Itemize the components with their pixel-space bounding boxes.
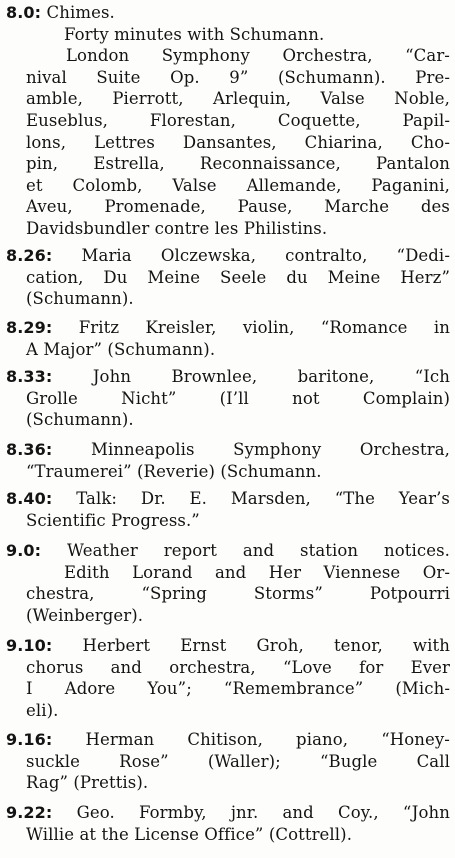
entry-line: eli). bbox=[26, 700, 59, 720]
entry-time: 8.36: bbox=[6, 440, 53, 459]
entry-text: Geo. Formby, jnr. and Coy., “John bbox=[76, 803, 450, 822]
programme-entry-8-0 bbox=[6, 2, 450, 240]
entry-line bbox=[6, 245, 450, 267]
entry-text: Talk: Dr. E. Marsden, “The Year’s bbox=[76, 489, 450, 508]
entry-line: “Traumerei” (Reverie) (Schumann. bbox=[26, 461, 322, 481]
entry-line: chestra, “Spring Storms” Potpourri bbox=[26, 584, 450, 604]
entry-line: cation, Du Meine Seele du Meine Herz” bbox=[26, 267, 450, 287]
entry-time: 9.16: bbox=[6, 730, 53, 749]
entry-line: lons, Lettres Dansantes, Chiarina, Cho- bbox=[26, 132, 450, 152]
entry-time: 9.22: bbox=[6, 803, 53, 822]
entry-line: Forty minutes with Schumann. bbox=[64, 24, 325, 44]
entry-text: Weather report and station notices. bbox=[67, 541, 450, 560]
entry-line: Rag” (Prettis). bbox=[26, 773, 149, 793]
entry-time: 9.10: bbox=[6, 636, 53, 655]
entry-line: (Weinberger). bbox=[26, 605, 144, 625]
entry-text: Maria Olczewska, contralto, “Dedi- bbox=[81, 246, 450, 265]
entry-line: suckle Rose” (Waller); “Bugle Call bbox=[26, 751, 450, 771]
programme-entry-9-22 bbox=[6, 802, 450, 845]
entry-line bbox=[6, 729, 450, 751]
entry-line bbox=[6, 2, 450, 24]
entry-line: Scientific Progress.” bbox=[26, 510, 200, 530]
entry-text: Minneapolis Symphony Orchestra, bbox=[90, 440, 450, 459]
entry-text: Fritz Kreisler, violin, “Romance in bbox=[78, 318, 450, 337]
programme-entry-9-0 bbox=[6, 540, 450, 626]
entry-time: 8.26: bbox=[6, 246, 53, 265]
entry-line: nival Suite Op. 9” (Schumann). Pre- bbox=[26, 67, 450, 87]
entry-text: Herbert Ernst Groh, tenor, with bbox=[82, 636, 450, 655]
programme-entry-8-36 bbox=[6, 439, 450, 482]
entry-text: Chimes. bbox=[46, 3, 115, 22]
programme-entry-9-16 bbox=[6, 729, 450, 794]
entry-time: 9.0: bbox=[6, 541, 42, 560]
entry-line: (Schumann). bbox=[26, 289, 134, 309]
entry-line: Willie at the License Office” (Cottrell). bbox=[26, 824, 353, 844]
entry-line bbox=[6, 439, 450, 461]
entry-text: John Brownlee, baritone, “Ich bbox=[92, 367, 450, 386]
entry-line: amble, Pierrott, Arlequin, Valse Noble, bbox=[26, 89, 450, 109]
entry-line bbox=[6, 802, 450, 824]
entry-line: Edith Lorand and Her Viennese Or- bbox=[64, 562, 450, 582]
entry-time: 8.0: bbox=[6, 3, 42, 22]
entry-line: London Symphony Orchestra, “Car- bbox=[66, 46, 450, 66]
entry-line bbox=[6, 540, 450, 562]
entry-time: 8.40: bbox=[6, 489, 53, 508]
entry-line: Aveu, Promenade, Pause, Marche des bbox=[26, 197, 450, 217]
entry-line bbox=[6, 366, 450, 388]
entry-line: Euseblus, Florestan, Coquette, Papil- bbox=[26, 110, 450, 130]
entry-line: Grolle Nicht” (I’ll not Complain) bbox=[26, 388, 450, 408]
programme-entry-8-29 bbox=[6, 317, 450, 360]
entry-line: (Schumann). bbox=[26, 410, 134, 430]
programme-entry-8-33 bbox=[6, 366, 450, 431]
programme-entry-9-10 bbox=[6, 635, 450, 721]
entry-line: et Colomb, Valse Allemande, Paganini, bbox=[26, 175, 450, 195]
entry-line bbox=[6, 317, 450, 339]
programme-entry-8-26 bbox=[6, 245, 450, 310]
entry-line bbox=[6, 488, 450, 510]
entry-line: A Major” (Schumann). bbox=[26, 339, 216, 359]
entry-time: 8.29: bbox=[6, 318, 53, 337]
entry-line: pin, Estrella, Reconnaissance, Pantalon bbox=[26, 154, 450, 174]
programme-entry-8-40 bbox=[6, 488, 450, 531]
entry-line bbox=[6, 635, 450, 657]
entry-line: Davidsbundler contre les Philistins. bbox=[26, 218, 328, 238]
entry-line: chorus and orchestra, “Love for Ever bbox=[26, 657, 450, 677]
entry-text: Herman Chitison, piano, “Honey- bbox=[85, 730, 450, 749]
entry-time: 8.33: bbox=[6, 367, 53, 386]
entry-line: I Adore You”; “Remembrance” (Mich- bbox=[26, 679, 450, 699]
